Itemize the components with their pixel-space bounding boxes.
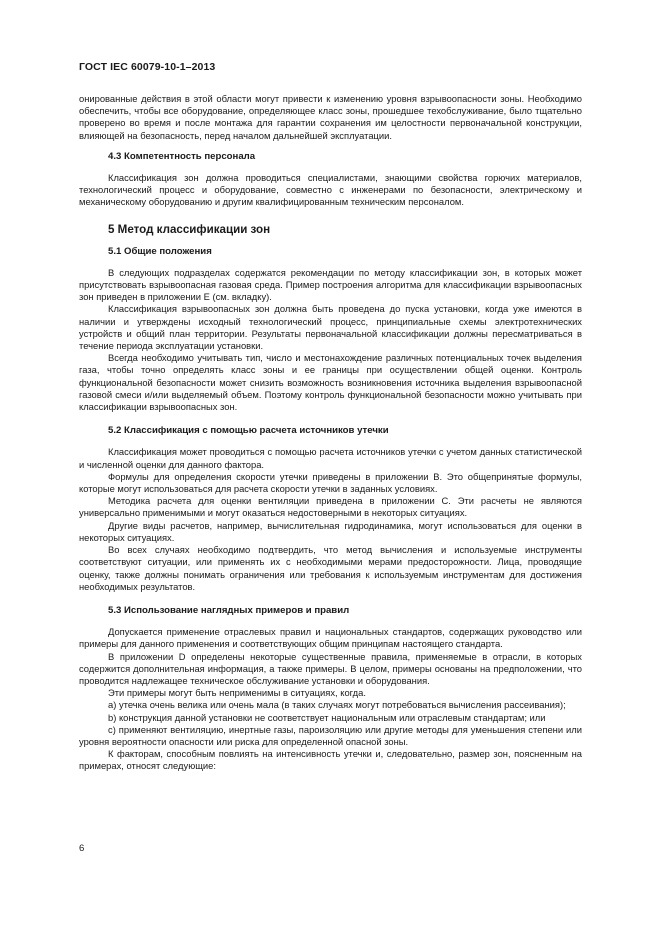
list-item-b: b) конструкция данной установки не соответствует национальным или отраслевым стандартам; или	[108, 711, 546, 723]
paragraph: Методика расчета для оценки вентиляции приведена в приложении С. Эти расчеты не являются универсально применимыми и могут оказаться недостоверными в некоторых ситуациях.	[79, 495, 582, 519]
section-heading-5-2: 5.2 Классификация с помощью расчета источников утечки	[108, 425, 389, 437]
list-item-c: с) применяют вентиляцию, инертные газы, пароизоляцию или другие методы для уменьшения степени или уровня вероятности опасности или риска для определенной опасной зоны.	[79, 723, 582, 747]
section-heading-5-1: 5.1 Общие положения	[108, 245, 212, 257]
paragraph: В следующих подразделах содержатся рекомендации по методу классификации зон, в которых может присутствовать взрывоопасная газовая среда. Пример построения алгоритма для классификации взрывоопасных зон приведен в приложении Е (см. вкладку).	[79, 266, 582, 303]
section-heading-5-3: 5.3 Использование наглядных примеров и правил	[108, 604, 350, 616]
section-heading-4-3: 4.3 Компетентность персонала	[108, 150, 256, 162]
paragraph: Допускается применение отраслевых правил и национальных стандартов, содержащих руководство или примеры для данного применения и соответствующих общим принципам настоящего стандарта.	[79, 626, 582, 650]
paragraph: Классификация зон должна проводиться специалистами, знающими свойства горючих материалов, технологический процесс и оборудование, совместно с инженерами по безопасности, электрическому и механическому оборудованию и другим квалифицированным техническим персоналом.	[79, 172, 582, 208]
paragraph: Во всех случаях необходимо подтвердить, что метод вычисления и используемые инструменты соответствуют ситуации, или применять их с необходимыми мерами предосторожности. Лица, проводящие оценку, также должны понимать ограничения или требования к используемым инструментам для достижения необходимых результатов.	[79, 544, 582, 592]
paragraph: В приложении D определены некоторые существенные правила, применяемые в отрасли, в которых содержится дополнительная информация, а также примеры. В целом, примеры основаны на предположении, что проводится надлежащее техническое обслуживание установки и оборудования.	[79, 650, 582, 686]
paragraph: Эти примеры могут быть неприменимы в ситуациях, когда.	[108, 687, 366, 699]
paragraph: Всегда необходимо учитывать тип, число и местонахождение различных потенциальных точек выделения газа, чтобы точно определять класс зоны и ее границы при осуществлении общей оценки. Контроль функциональной безопасности может снизить возможность возникновения источника выделения взрывоопасной газовой смеси и/или выделяемый объем. Поэтому контроль функциональной безопасности можно учитывать при классификации взрывоопасных зон.	[79, 352, 582, 413]
paragraph: Другие виды расчетов, например, вычислительная гидродинамика, могут использоваться для оценки в некоторых ситуациях.	[79, 519, 582, 543]
document-body	[79, 93, 582, 773]
paragraph: К факторам, способным повлиять на интенсивность утечки и, следовательно, размер зон, поясненным на примерах, относят следующие:	[79, 748, 582, 772]
page-number: 6	[79, 843, 85, 854]
paragraph: Формулы для определения скорости утечки приведены в приложении В. Это общепринятые формулы, которые могут использоваться для расчета скорости утечки в заданных условиях.	[79, 470, 582, 495]
paragraph: Классификация может проводиться с помощью расчета источников утечки с учетом данных статистической и численной оценки для данного фактора.	[79, 446, 582, 470]
document-header: ГОСТ IEC 60079-10-1–2013	[79, 61, 216, 73]
list-item-a: а) утечка очень велика или очень мала (в таких случаях могут потребоваться вычисления рассеивания);	[108, 699, 566, 711]
section-heading-5: 5 Метод классификации зон	[108, 222, 271, 236]
paragraph: Классификация взрывоопасных зон должна быть проведена до пуска установки, когда уже имеются в наличии и утверждены исходный технологический процесс, принципиальные схемы электротехнических устройств и общий план территории. Результаты первоначальной классификации должны пересматриваться в течение периода эксплуатации установки.	[79, 303, 582, 352]
paragraph: онированные действия в этой области могут привести к изменению уровня взрывоопасности зоны. Необходимо обеспечить, чтобы все оборудование, определяющее класс зоны, прошедшее техобслуживание, было тщательно проверено во время и после монтажа для гарантии сохранения им целостности первоначальной конструкции, влияющей на безопасность, перед началом дальнейшей эксплуатации.	[79, 93, 582, 141]
